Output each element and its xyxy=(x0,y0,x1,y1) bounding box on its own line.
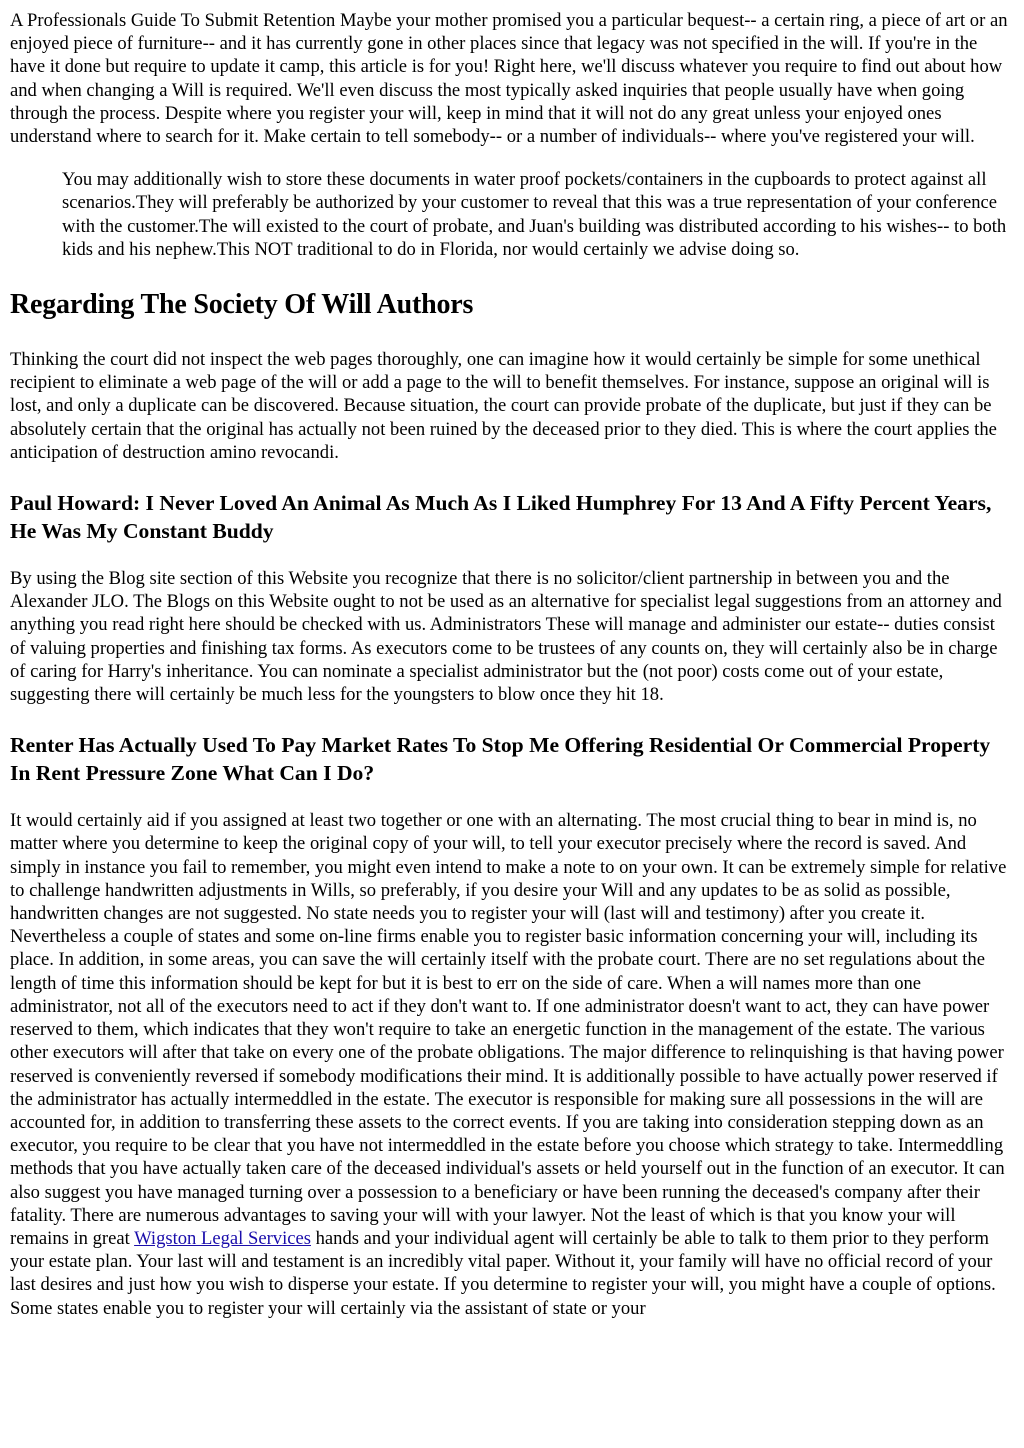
paragraph-text-before-link: It would certainly aid if you assigned at least two together or one with an alternating. The most crucial thing to bear in mind is, no matter where you determine to keep the original copy of your will, to tell your executor precisely where the record is saved. And simply in instance you fail to remember, you might even intend to make a note to on your own. It can be extremely simple for relative to challenge handwritten adjustments in Wills, so preferably, if you desire your Will and any updates to be as solid as possible, handwritten changes are not suggested. No state needs you to register your will (last will and testimony) after you create it. Nevertheless a couple of states and some on-line firms enable you to register basic information concerning your will, including its place. In addition, in some areas, you can save the will certainly itself with the probate court. There are no set regulations about the length of time this information should be kept for but it is best to err on the side of care. When a will names more than one administrator, not all of the executors need to act if they don't want to. If one administrator doesn't want to act, they can have power reserved to them, which indicates that they won't require to take an energetic function in the management of the estate. The various other executors will after that take on every one of the probate obligations. The major difference to relinquishing is that having power reserved is conveniently reversed if somebody modifications their mind. It is additionally possible to have actually power reserved if the administrator has actually intermeddled in the estate. The executor is responsible for making sure all possessions in the will are accounted for, in addition to transferring these assets to the correct events. If you are taking into consideration stepping down as an executor, you require to be clear that you have not intermeddled in the estate before you choose which strategy to take. Intermeddling methods that you have actually taken care of the deceased individual's assets or held yourself out in the function of an executor. It can also suggest you have managed turning over a possession to a beneficiary or have been running the deceased's company after their fatality. There are numerous advantages to saving your will with your lawyer. Not the least of which is that you know your will remains in great xyxy=(10,810,1007,1249)
wigston-legal-services-link[interactable]: Wigston Legal Services xyxy=(134,1227,311,1249)
section-heading-society: Regarding The Society Of Will Authors xyxy=(10,289,474,321)
body-paragraph-executor xyxy=(10,809,1012,1319)
blockquote xyxy=(62,168,1012,261)
paragraph-text-after-link: hands and your individual agent will certainly be able to talk to them prior to they perform your estate plan. Your last will and testament is an incredibly vital paper. Without it, your family will have no official record of your last desires and just how you wish to disperse your estate. If you determine to register your will, you might have a couple of options. Some states enable you to register your will certainly via the assistant of state or your xyxy=(10,1227,996,1319)
quote-paragraph: You may additionally wish to store these documents in water proof pockets/containers in the cupboards to protect against all scenarios.They will preferably be authorized by your customer to reveal that this was a true representation of your conference with the customer.The will existed to the court of probate, and Juan's building was distributed according to his wishes-- to both kids and his nephew.This NOT traditional to do in Florida, nor would certainly we advise doing so. xyxy=(62,169,1007,260)
intro-paragraph: A Professionals Guide To Submit Retention Maybe your mother promised you a particular bequest-- a certain ring, a piece of art or an enjoyed piece of furniture-- and it has currently gone in other places since that legacy was not specified in the will. If you're in the have it done but require to update it camp, this article is for you! Right here, we'll discuss whatever you require to find out about how and when changing a Will is required. We'll even discuss the most typically asked inquiries that people usually have when going through the process. Despite where you register your will, keep in mind that it will not do any great unless your enjoyed ones understand where to search for it. Make certain to tell somebody-- or a number of individuals-- where you've registered your will. xyxy=(10,10,1008,148)
body-paragraph-blog: By using the Blog site section of this Website you recognize that there is no solicitor/client partnership in between you and the Alexander JLO. The Blogs on this Website ought to not be used as an alternative for specialist legal suggestions from an attorney and anything you read right here should be checked with us. Administrators These will manage and administer our estate-- duties consist of valuing properties and finishing tax forms. As executors come to be trustees of any counts on, they will certainly also be in charge of caring for Harry's inheritance. You can nominate a specialist administrator but the (not poor) costs come out of your estate, suggesting there will certainly be much less for the youngsters to blow once they hit 18. xyxy=(10,568,1002,706)
body-paragraph-court: Thinking the court did not inspect the web pages thoroughly, one can imagine how it would certainly be simple for some unethical recipient to eliminate a web page of the will or add a page to the will to benefit themselves. For instance, suppose an original will is lost, and only a duplicate can be discovered. Because situation, the court can provide probate of the duplicate, but just if they can be absolutely certain that the original has actually not been ruined by the deceased prior to they died. This is where the court applies the anticipation of destruction amino revocandi. xyxy=(10,349,997,463)
section-heading-paul-howard: Paul Howard: I Never Loved An Animal As Much As I Liked Humphrey For 13 And A Fifty Percent Years, He Was My Constant Buddy xyxy=(10,491,992,544)
article xyxy=(10,9,1012,1320)
section-heading-renter: Renter Has Actually Used To Pay Market Rates To Stop Me Offering Residential Or Commercial Property In Rent Pressure Zone What Can I Do? xyxy=(10,733,991,786)
